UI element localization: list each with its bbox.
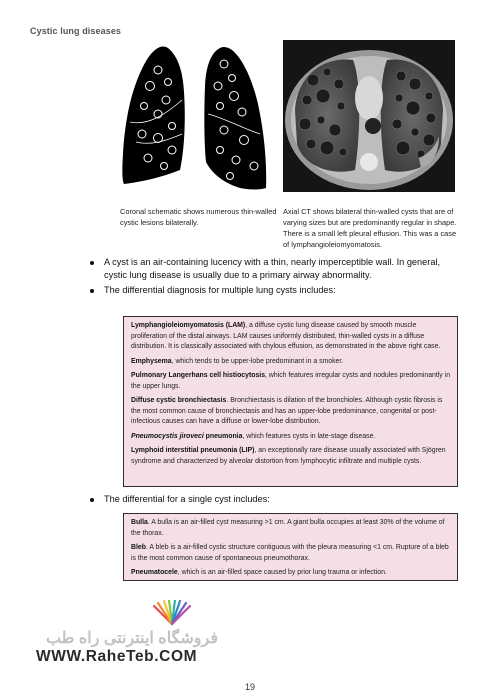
bullet-item (104, 284, 454, 297)
entry-text: , which features irregular cysts and nodules predominantly in the upper lungs. (131, 372, 451, 390)
running-header: Cystic lung diseases (30, 26, 122, 36)
right-lung-silhouette (122, 47, 184, 185)
coronal-lung-schematic (120, 42, 270, 192)
differential-entry (131, 432, 451, 443)
entry-term: Bleb (131, 544, 146, 551)
watermark-logo (18, 600, 218, 670)
bullet-text: A cyst is an air-containing lucency with a thin, nearly imperceptible wall. In general, cystic lung disease is usually due to a primary airway abnormality. (104, 257, 441, 280)
differential-single-cyst-box (123, 513, 458, 581)
watermark-url: WWW.RaheTeb.COM (36, 648, 198, 665)
page-number: 19 (244, 682, 255, 692)
watermark-store-name: فروشگاه اینترنتی راه طب (45, 630, 219, 647)
differential-entry (131, 321, 451, 353)
bullet-text: The differential diagnosis for multiple lung cysts includes: (104, 285, 336, 295)
bullet-item (104, 256, 454, 282)
entry-term: Diffuse cystic bronchiectasis (131, 397, 227, 404)
entry-text: , which features cysts in late-stage disease. (242, 432, 376, 440)
open-book-icon (148, 600, 196, 626)
entry-term: Lymphoid interstitial pneumonia (LIP) (131, 447, 255, 454)
bullet-dot (90, 498, 94, 502)
differential-entry (131, 396, 451, 428)
entry-text: . A bleb is a air-filled cystic structure contiguous with the pleura measuring <1 cm. Rupture of a bleb is the most common cause of spontaneous pneumothorax. (131, 544, 449, 562)
axial-ct-image (283, 40, 455, 192)
entry-text: , which is an air-filled space caused by prior lung trauma or infection. (177, 569, 387, 576)
differential-entry (131, 446, 451, 467)
entry-term: Pulmonary Langerhans cell histiocytosis (131, 372, 266, 379)
entry-term-italic: Pneumocystis jiroveci (131, 432, 204, 440)
entry-term: Bulla (131, 519, 148, 526)
entry-text: , an exceptionally rare disease usually associated with Sjögren syndrome and characterized by alveolar distortion from lymphocytic infiltrate and multiple cysts. (131, 447, 446, 465)
differential-entry (131, 357, 451, 368)
entry-term: Lymphangioleiomyomatosis (LAM) (131, 322, 246, 329)
entry-text: . A bulla is an air-filled cyst measuring >1 cm. A giant bulla occupies at least 30% of the volume of the thorax. (131, 519, 445, 537)
entry-text: . Bronchiectasis is dilation of the bronchioles. Although cystic fibrosis is the most common cause of bronchiectasis and has an upper-lobe predominance, congenital or post-infectious causes can have a diffuse or lower-lobe distribution. (131, 397, 443, 425)
bullet-item (104, 493, 454, 506)
differential-entry (131, 371, 451, 392)
differential-entry (131, 568, 451, 579)
differential-entry (131, 543, 451, 564)
figure-caption-left: Coronal schematic shows numerous thin-walled cystic lesions bilaterally. (120, 207, 277, 227)
differential-multiple-cysts-box (123, 316, 458, 487)
entry-term: pneumonia (203, 432, 243, 440)
figure-caption-right: Axial CT shows bilateral thin-walled cysts that are of varying sizes but are predominantly regular in shape. There is a small left pleural effusion. This was a case of lymphangioleiomyomatosis. (283, 207, 457, 249)
entry-text: , which tends to be upper-lobe predominant in a smoker. (171, 357, 344, 365)
bullet-dot (90, 289, 94, 293)
bullet-text: The differential for a single cyst includes: (104, 494, 270, 504)
differential-entry (131, 518, 451, 539)
bullet-dot (90, 261, 94, 265)
entry-term: Emphysema (131, 357, 172, 365)
entry-term: Pneumatocele (131, 569, 178, 576)
entry-text: , a diffuse cystic lung disease caused by smooth muscle proliferation of the distal airways. LAM causes uniformly distributed, thin-walled cysts in a diffuse distribution. It is classically associated with chylous effusion, as demonstrated in the above right case. (131, 322, 441, 350)
